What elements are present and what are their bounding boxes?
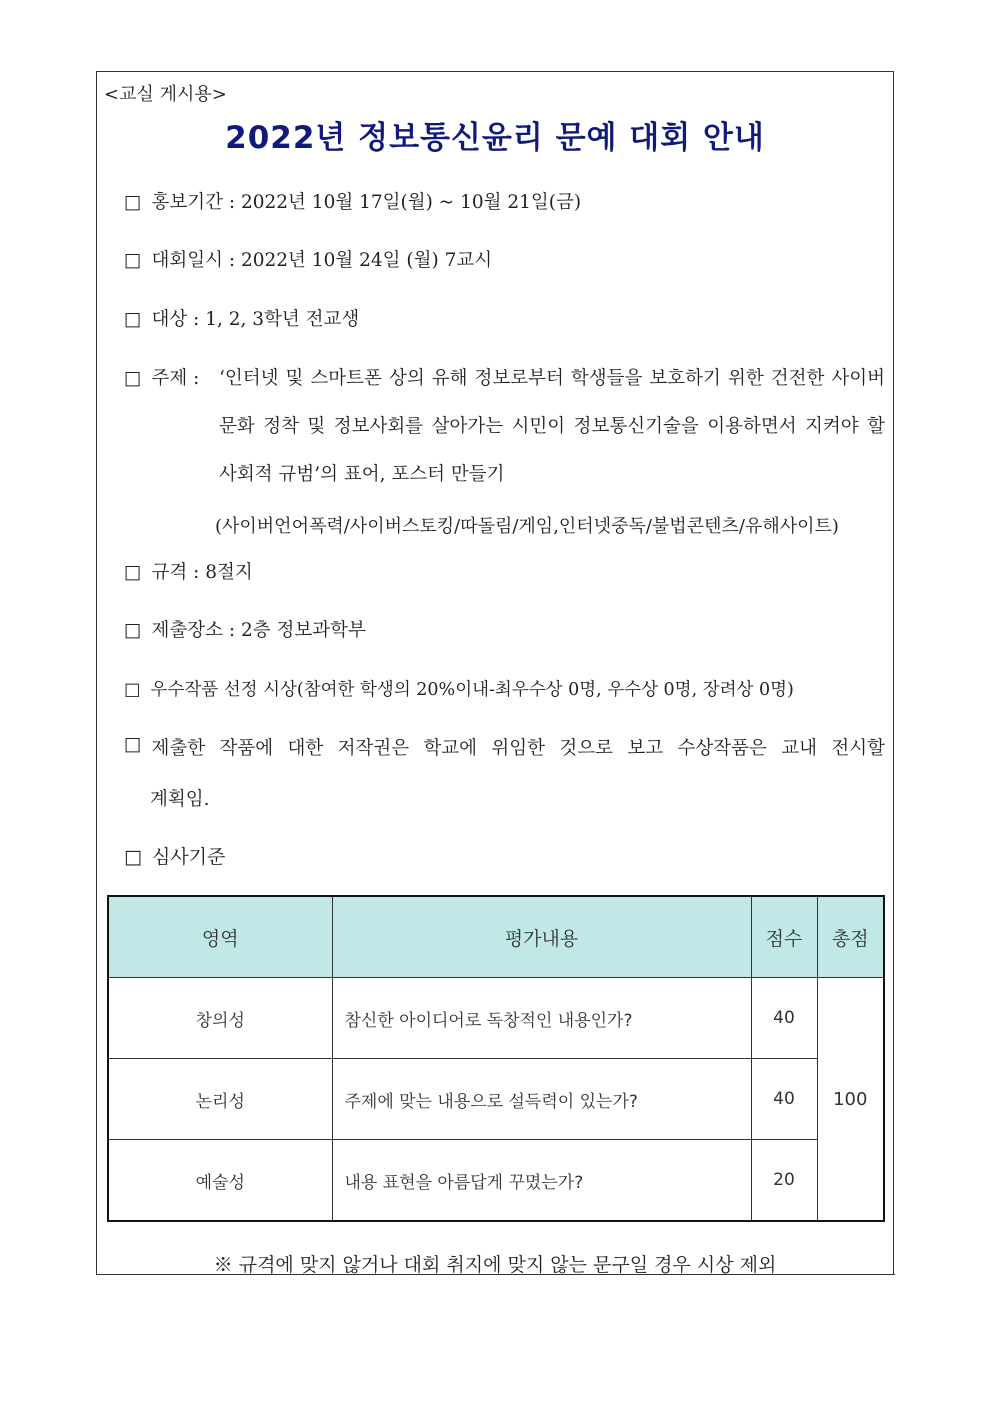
checkbox-icon: □	[124, 192, 142, 213]
item-place: □ 제출장소 : 2층 정보과학부	[124, 620, 366, 641]
checkbox-icon: □	[124, 368, 142, 389]
criteria-table	[107, 895, 885, 1222]
item-period: □ 홍보기간 : 2022년 10월 17일(월) ~ 10월 21일(금)	[124, 192, 582, 213]
theme-line-1: ‘인터넷 및 스마트폰 상의 유해 정보로부터 학생들을 보호하기 위한 건전한 사이버	[219, 368, 885, 389]
item-copyright: □ 제출한 작품에 대한 저작권은 학교에 위임한 것으로 보고 수상작품은 교내 전시할	[124, 734, 885, 759]
score-cell: 20	[751, 1140, 817, 1222]
page-title: 2022년 정보통신윤리 문예 대회 안내	[225, 120, 765, 156]
score-cell: 40	[751, 1059, 817, 1140]
header-area: 영역	[108, 896, 332, 978]
checkbox-icon: □	[124, 620, 142, 641]
table-header-row	[108, 896, 884, 978]
content-cell: 주제에 맞는 내용으로 설득력이 있는가?	[332, 1059, 751, 1140]
copyright-line-2: 계획임.	[150, 789, 210, 810]
table-row	[108, 978, 884, 1059]
item-criteria: □ 심사기준	[124, 846, 226, 868]
classroom-posting-tag: <교실 게시용>	[104, 84, 227, 105]
content-cell: 참신한 아이디어로 독창적인 내용인가?	[332, 978, 751, 1059]
checkbox-icon: □	[124, 250, 142, 271]
checkbox-icon: □	[124, 734, 142, 755]
exclusion-note: ※ 규격에 맞지 않거나 대회 취지에 맞지 않는 문구일 경우 시상 제외	[213, 1254, 777, 1276]
table-row	[108, 1059, 884, 1140]
item-size: □ 규격 : 8절지	[124, 562, 253, 583]
content-cell: 내용 표현을 아름답게 꾸몄는가?	[332, 1140, 751, 1222]
total-cell: 100	[817, 978, 884, 1222]
header-content: 평가내용	[332, 896, 751, 978]
theme-topics: (사이버언어폭력/사이버스토킹/따돌림/게임,인터넷중독/불법콘텐츠/유해사이트)	[215, 516, 839, 537]
score-cell: 40	[751, 978, 817, 1059]
checkbox-icon: □	[124, 562, 142, 583]
item-theme-head: □ 주제 :	[124, 368, 200, 389]
item-award: □ 우수작품 선정 시상(참여한 학생의 20%이내-최우수상 0명, 우수상 0명, 장려상 0명)	[124, 680, 794, 700]
table-row	[108, 1140, 884, 1222]
area-cell: 예술성	[108, 1140, 332, 1222]
theme-line-2: 문화 정착 및 정보사회를 살아가는 시민이 정보통신기술을 이용하면서 지켜야 할	[219, 416, 885, 437]
checkbox-icon: □	[124, 846, 142, 868]
theme-line-3: 사회적 규범’의 표어, 포스터 만들기	[219, 464, 505, 485]
item-target: □ 대상 : 1, 2, 3학년 전교생	[124, 309, 360, 330]
header-total: 총점	[817, 896, 884, 978]
area-cell: 창의성	[108, 978, 332, 1059]
area-cell: 논리성	[108, 1059, 332, 1140]
checkbox-icon: □	[124, 309, 142, 330]
item-date: □ 대회일시 : 2022년 10월 24일 (월) 7교시	[124, 250, 493, 271]
checkbox-icon: □	[124, 680, 141, 700]
header-score: 점수	[751, 896, 817, 978]
